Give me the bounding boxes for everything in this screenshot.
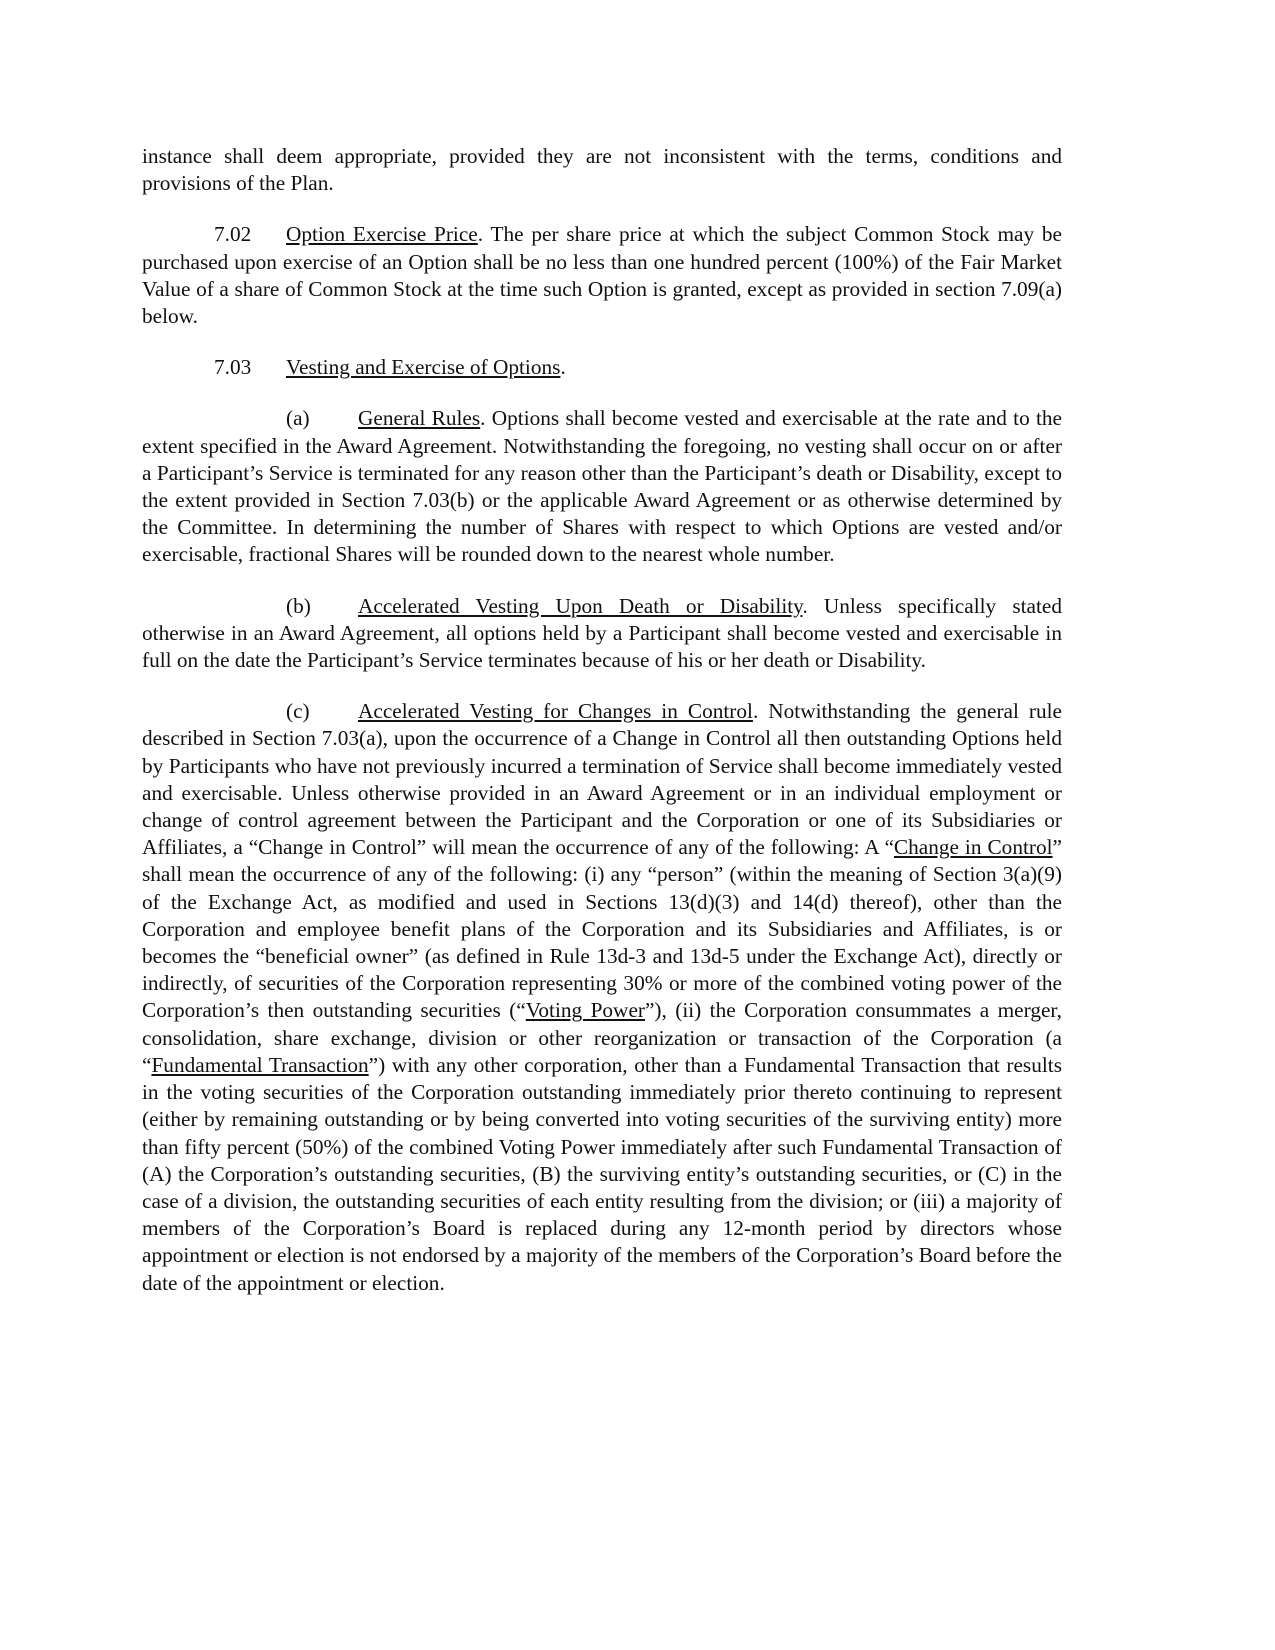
subsection-number: (a) <box>286 406 310 431</box>
subsection-body: . Unless specifically stated otherwise in an Award Agreement, all options held by a Participant shall become vested and exercisable in full on the date the Participant’s Service terminates because of his or her death or Disability. <box>142 593 1062 673</box>
section-7-02 <box>142 221 1062 330</box>
document-page <box>142 143 1062 1321</box>
section-number: 7.02 <box>214 222 252 247</box>
section-7-03-c <box>142 698 1062 1296</box>
section-7-03-b <box>142 593 1062 675</box>
section-7-03 <box>142 354 1062 381</box>
subsection-body-part-1: . Notwithstanding the general rule described in Section 7.03(a), upon the occurrence of a Change in Control all then outstanding Options held by Participants who have not previously incurred a termination of Service shall become immediately vested and exercisable. Unless otherwise provided in an Award Agreement or in an individual employment or change of control agreement between the Participant and the Corporation or one of its Subsidiaries or Affiliates, a “Change in Control” will mean the occurrence of any of the following: A “ <box>142 699 1063 860</box>
defined-term-voting-power: Voting Power <box>525 998 645 1023</box>
subsection-body-part-4: ”) with any other corporation, other than a Fundamental Transaction that results in the voting securities of the Corporation outstanding immediately prior thereto continuing to represent (either by remaining outstanding or by being converted into voting securities of the surviving entity) more than fifty percent (50%) of the combined Voting Power immediately after such Fundamental Transaction of (A) the Corporation’s outstanding securities, (B) the surviving entity’s outstanding securities, or (C) in the case of a division, the outstanding securities of each entity resulting from the division; or (iii) a majority of members of the Corporation’s Board is replaced during any 12-month period by directors whose appointment or election is not endorsed by a majority of the members of the Corporation’s Board before the date of the appointment or election. <box>142 1052 1062 1295</box>
subsection-heading: Accelerated Vesting Upon Death or Disability <box>358 593 803 618</box>
subsection-body: . Options shall become vested and exercisable at the rate and to the extent specified in the Award Agreement. Notwithstanding the foregoing, no vesting shall occur on or after a Participant’s Service is terminated for any reason other than the Participant’s death or Disability, except to the extent provided in Section 7.03(b) or the applicable Award Agreement or as otherwise determined by the Committee. In determining the number of Shares with respect to which Options are vested and/or exercisable, fractional Shares will be rounded down to the nearest whole number. <box>142 406 1063 567</box>
section-body: . The per share price at which the subject Common Stock may be purchased upon exercise of an Option shall be no less than one hundred percent (100%) of the Fair Market Value of a share of Common Stock at the time such Option is granted, except as provided in section 7.09(a) below. <box>142 222 1062 329</box>
subsection-heading: General Rules <box>358 406 481 431</box>
intro-paragraph: instance shall deem appropriate, provided they are not inconsistent with the terms, conditions and provisions of the Plan. <box>142 144 1062 196</box>
section-heading: Vesting and Exercise of Options <box>286 355 561 380</box>
section-7-03-a <box>142 405 1062 568</box>
defined-term-fundamental-transaction: Fundamental Transaction <box>151 1052 369 1077</box>
section-heading-trail: . <box>560 355 566 380</box>
section-number: 7.03 <box>214 355 252 380</box>
subsection-number: (b) <box>286 593 311 618</box>
subsection-body-part-2: ” shall mean the occurrence of any of the following: (i) any “person” (within the meaning of Section 3(a)(9) of the Exchange Act, as modified and used in Sections 13(d)(3) and 14(d) thereof), other than the Corporation and employee benefit plans of the Corporation and its Subsidiaries and Affiliates, is or becomes the “beneficial owner” (as defined in Rule 13d-3 and 13d-5 under the Exchange Act), directly or indirectly, of securities of the Corporation representing 30% or more of the combined voting power of the Corporation’s then outstanding securities (“ <box>142 835 1062 1023</box>
section-heading: Option Exercise Price <box>286 222 478 247</box>
subsection-body-part-3: ”), (ii) the Corporation consummates a merger, consolidation, share exchange, division or other reorganization or transaction of the Corporation (a “ <box>142 998 1062 1077</box>
defined-term-change-in-control: Change in Control <box>893 835 1053 860</box>
subsection-heading: Accelerated Vesting for Changes in Control <box>358 699 753 724</box>
subsection-number: (c) <box>286 699 310 724</box>
